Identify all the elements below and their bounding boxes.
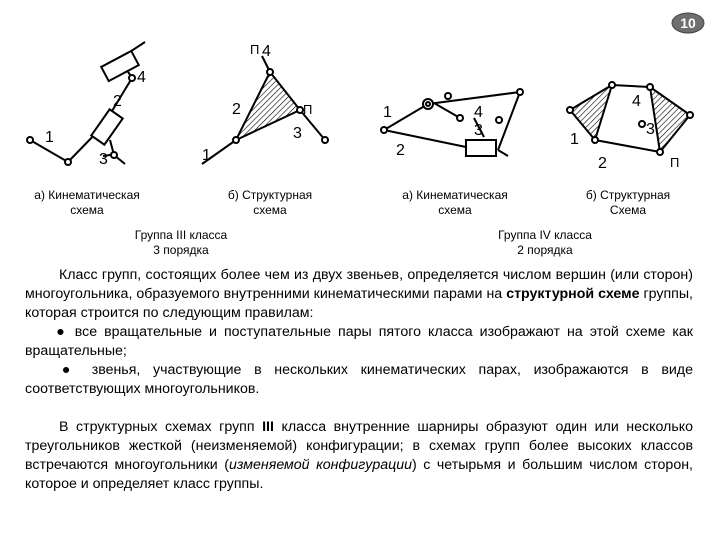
figure-4-structural-iv xyxy=(567,82,693,155)
fig4-label-1: 1 xyxy=(570,131,579,148)
fig1-label-4: 4 xyxy=(137,69,146,86)
fig2-label-4: 4 xyxy=(262,43,271,60)
fig4-label-3: 3 xyxy=(646,121,655,138)
page-number: 10 xyxy=(680,15,696,31)
caption-4: б) Структурная Схема xyxy=(585,188,671,217)
fig3-label-1: 1 xyxy=(383,104,392,121)
slider-block-iv xyxy=(466,140,496,156)
fig1-label-3: 3 xyxy=(99,151,108,168)
fig1-label-1: 1 xyxy=(45,129,54,146)
fig4-label-2: 2 xyxy=(598,155,607,172)
fig2-label-1: 1 xyxy=(202,147,211,164)
fig3-label-3: 3 xyxy=(474,122,483,139)
figures-diagram xyxy=(0,0,720,200)
fig2-label-2: 2 xyxy=(232,101,241,118)
fig4-label-4: 4 xyxy=(632,93,641,110)
fig4-label-p: П xyxy=(670,155,680,170)
fig2-label-p2: П xyxy=(303,102,313,117)
paragraph-1: Класс групп, состоящих более чем из двух звеньев, определяется числом вершин (или сторон) многоугольника, образуемого внутренними кинематическими парами на структурной схеме группы, которая строится по следующим правилам: xyxy=(25,267,693,321)
group-caption-iv: Группа IV класса 2 порядка xyxy=(498,228,592,257)
fig2-label-3: 3 xyxy=(293,125,302,142)
slider-block-3 xyxy=(91,109,122,144)
paragraph-2: В структурных схемах групп III класса внутренние шарниры образуют один или несколько треугольников жесткой (неизменяемой) конфигурации; в схемах групп более высоких классов встречаются многоугольники (изменяемой конфигурации) с четырьмя и большим числом сторон, которое и определяет класс группы. xyxy=(25,419,693,492)
caption-1: а) Кинематическая схема xyxy=(34,188,140,217)
bullet-1: ● все вращательные и поступательные пары пятого класса изображают на этой схеме как вращательные; xyxy=(25,324,693,359)
caption-3: а) Кинематическая схема xyxy=(402,188,508,217)
fig1-label-2: 2 xyxy=(113,93,122,110)
bullet-2: ● звенья, участвующие в нескольких кинематических парах, изображаются в виде соответствующих многоугольников. xyxy=(25,362,693,397)
fig3-label-2: 2 xyxy=(396,142,405,159)
figure-1-kinematic-iii xyxy=(27,42,145,165)
fig2-label-p: П xyxy=(250,42,260,57)
caption-2: б) Структурная схема xyxy=(227,188,313,217)
fig3-label-4: 4 xyxy=(474,104,483,121)
group-caption-iii: Группа III класса 3 порядка xyxy=(134,228,228,257)
